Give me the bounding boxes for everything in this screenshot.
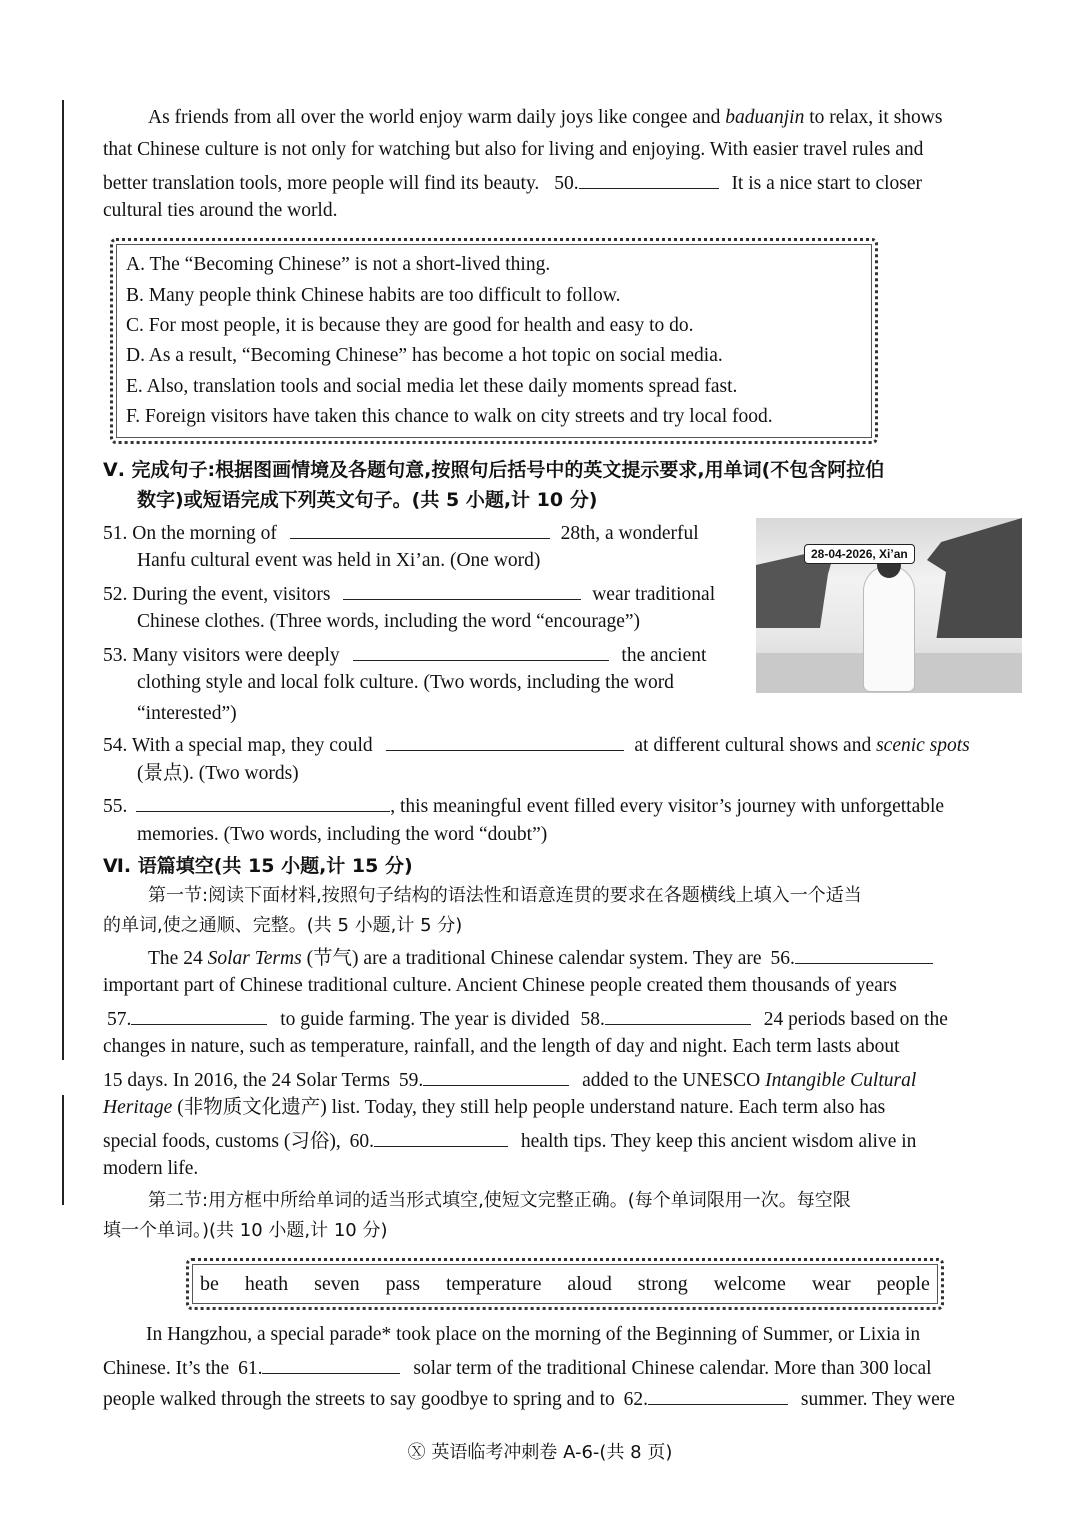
italic-term: baduanjin — [725, 107, 805, 128]
paragraph-line: 15 days. In 2016, the 24 Solar Terms 59. added to the UNESCO Intangible Cultural — [103, 1063, 916, 1096]
section-heading: Ⅵ. 语篇填空(共 15 小题,计 15 分) — [103, 855, 413, 877]
paragraph-line: important part of Chinese traditional culture. Ancient Chinese people created them thousands of years — [103, 975, 897, 996]
answer-blank-53[interactable] — [353, 638, 609, 661]
option-f: F. Foreign visitors have taken this chance to walk on city streets and try local food. — [126, 406, 773, 427]
word-bank-item: pass — [385, 1273, 421, 1295]
paragraph-line: 57. to guide farming. The year is divided 58. 24 periods based on the — [103, 1002, 948, 1035]
word-bank-item: be — [200, 1273, 219, 1295]
hanfu-figure — [864, 566, 914, 691]
page-footer: Ⓧ 英语临考冲刺卷 A-6-(共 8 页) — [407, 1442, 673, 1463]
question-number: 50. — [554, 173, 579, 194]
hanfu-event-photo — [756, 518, 1022, 693]
question-54: 54. With a special map, they could at different cultural shows and scenic spots — [103, 728, 970, 761]
answer-blank-55[interactable] — [136, 789, 390, 812]
part-instructions: 第二节:用方框中所给单词的适当形式填空,使短文完整正确。(每个单词限用一次。每空限 — [148, 1190, 851, 1211]
question-51: 51. On the morning of 28th, a wonderful — [103, 516, 699, 549]
option-d: D. As a result, “Becoming Chinese” has become a hot topic on social media. — [126, 345, 723, 366]
option-e: E. Also, translation tools and social media let these daily moments spread fast. — [126, 376, 738, 397]
answer-blank-60[interactable] — [374, 1124, 508, 1147]
paragraph-line: better translation tools, more people will find its beauty. 50. It is a nice start to closer — [103, 166, 922, 199]
option-c: C. For most people, it is because they are good for health and easy to do. — [126, 315, 694, 336]
paragraph-line: special foods, customs (习俗), 60. health tips. They keep this ancient wisdom alive in — [103, 1124, 916, 1157]
part-instructions: 第一节:阅读下面材料,按照句子结构的语法性和语意连贯的要求在各题横线上填入一个适当 — [148, 885, 862, 906]
question-51-hint: Hanfu cultural event was held in Xi’an. (One word) — [137, 550, 541, 571]
paragraph-line: changes in nature, such as temperature, rainfall, and the length of day and night. Each term lasts about — [103, 1036, 900, 1057]
photo-date-tag: 28-04-2026, Xi’an — [804, 544, 915, 564]
word-bank-item: temperature — [445, 1273, 542, 1295]
word-bank-item: strong — [637, 1273, 688, 1295]
answer-blank-50[interactable] — [579, 166, 719, 189]
option-a: A. The “Becoming Chinese” is not a short-lived thing. — [126, 254, 551, 275]
paragraph-line: people walked through the streets to say goodbye to spring and to 62. summer. They were — [103, 1382, 955, 1415]
word-bank-item: aloud — [567, 1273, 612, 1295]
margin-rule — [62, 1095, 64, 1205]
question-53-hint: clothing style and local folk culture. (Two words, including the word — [137, 672, 674, 693]
paragraph-line: modern life. — [103, 1158, 199, 1179]
word-bank-item: seven — [314, 1273, 360, 1295]
paragraph-line: Chinese. It’s the 61. solar term of the traditional Chinese calendar. More than 300 local — [103, 1351, 932, 1384]
pavilion-shape — [927, 518, 1022, 638]
answer-blank-61[interactable] — [262, 1351, 400, 1374]
word-bank — [200, 1270, 930, 1298]
section-heading: Ⅴ. 完成句子:根据图画情境及各题句意,按照句后括号中的英文提示要求,用单词(不包含阿拉伯 — [103, 459, 885, 481]
word-bank-item: welcome — [713, 1273, 786, 1295]
paragraph-line: In Hangzhou, a special parade* took place on the morning of the Beginning of Summer, or Lixia in — [146, 1324, 921, 1345]
paragraph-line: cultural ties around the world. — [103, 200, 338, 221]
question-52-hint: Chinese clothes. (Three words, including the word “encourage”) — [137, 611, 641, 632]
question-52: 52. During the event, visitors wear traditional — [103, 577, 715, 610]
question-53-hint: “interested”) — [137, 703, 237, 724]
question-55-hint: memories. (Two words, including the word “doubt”) — [137, 824, 548, 845]
question-54-hint: (景点). (Two words) — [137, 763, 299, 784]
question-55: 55. , this meaningful event filled every visitor’s journey with unforgettable — [103, 789, 944, 822]
answer-blank-54[interactable] — [386, 728, 624, 751]
part-instructions: 的单词,使之通顺、完整。(共 5 小题,计 5 分) — [103, 915, 463, 936]
section-heading: 数字)或短语完成下列英文句子。(共 5 小题,计 10 分) — [137, 489, 598, 511]
question-53: 53. Many visitors were deeply the ancient — [103, 638, 706, 671]
part-instructions: 填一个单词。)(共 10 小题,计 10 分) — [103, 1220, 388, 1241]
paragraph-line: Heritage (非物质文化遗产) list. Today, they still help people understand nature. Each term also has — [103, 1097, 886, 1118]
answer-blank-51[interactable] — [290, 516, 550, 539]
answer-blank-62[interactable] — [648, 1382, 788, 1405]
paragraph-line: As friends from all over the world enjoy warm daily joys like congee and baduanjin to relax, it shows — [148, 107, 943, 128]
answer-blank-56[interactable] — [795, 941, 933, 964]
word-bank-item: people — [876, 1273, 930, 1295]
word-bank-item: heath — [244, 1273, 289, 1295]
word-bank-item: wear — [811, 1273, 851, 1295]
option-b: B. Many people think Chinese habits are too difficult to follow. — [126, 285, 621, 306]
paragraph-line: that Chinese culture is not only for watching but also for living and enjoying. With easier travel rules and — [103, 139, 924, 160]
margin-rule — [62, 100, 64, 1060]
answer-blank-57[interactable] — [131, 1002, 267, 1025]
answer-blank-59[interactable] — [423, 1063, 569, 1086]
answer-blank-52[interactable] — [343, 577, 581, 600]
paragraph-line: The 24 Solar Terms (节气) are a traditional Chinese calendar system. They are 56. — [148, 941, 933, 974]
answer-blank-58[interactable] — [605, 1002, 751, 1025]
